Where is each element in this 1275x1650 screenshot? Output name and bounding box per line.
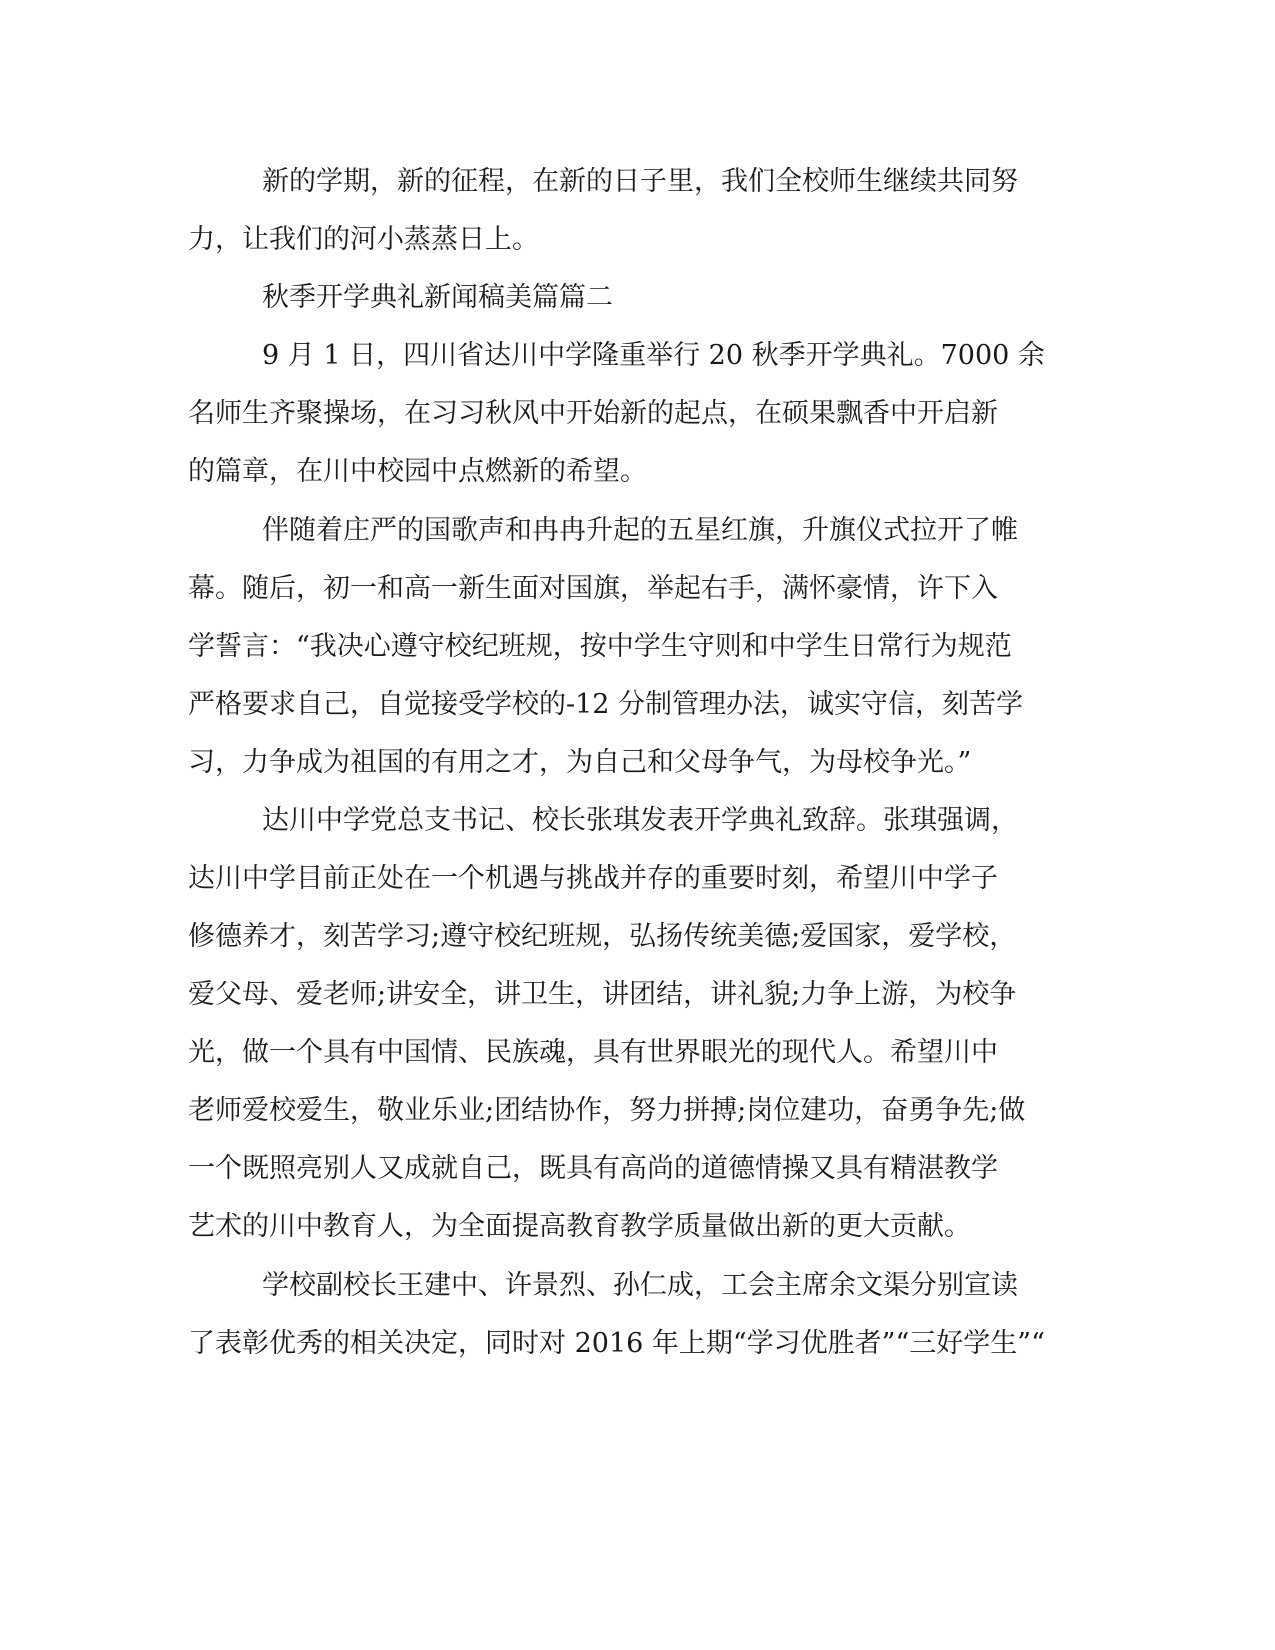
text-line: 伴随着庄严的国歌声和冉冉升起的五星红旗，升旗仪式拉开了帷	[262, 515, 1018, 546]
text-line: 的篇章，在川中校园中点燃新的希望。	[188, 456, 647, 487]
text-line: 严格要求自己，自觉接受学校的-12 分制管理办法，诚实守信，刻苦学	[188, 689, 1024, 720]
text-line: 力，让我们的河小蒸蒸日上。	[188, 224, 539, 255]
text-line: 新的学期，新的征程，在新的日子里，我们全校师生继续共同努	[262, 166, 1018, 197]
text-line: 达川中学目前正处在一个机遇与挑战并存的重要时刻，希望川中学子	[188, 863, 998, 894]
text-line: 老师爱校爱生，敬业乐业;团结协作，努力拼搏;岗位建功，奋勇争先;做	[188, 1095, 1026, 1126]
text-line: 达川中学党总支书记、校长张琪发表开学典礼致辞。张琪强调，	[262, 805, 1018, 836]
text-line: 9 月 1 日，四川省达川中学隆重举行 20 秋季开学典礼。7000 余	[262, 340, 1045, 371]
text-line: 了表彰优秀的相关决定，同时对 2016 年上期“学习优胜者”“三好学生”“	[188, 1328, 1045, 1359]
text-line: 学誓言：“我决心遵守校纪班规，按中学生守则和中学生日常行为规范	[188, 631, 1012, 662]
text-line: 名师生齐聚操场，在习习秋风中开始新的起点，在硕果飘香中开启新	[188, 398, 998, 429]
text-line: 爱父母、爱老师;讲安全，讲卫生，讲团结，讲礼貌;力争上游，为校争	[188, 979, 1017, 1010]
text-line: 习，力争成为祖国的有用之才，为自己和父母争气，为母校争光。”	[188, 747, 972, 778]
text-line: 光，做一个具有中国情、民族魂，具有世界眼光的现代人。希望川中	[188, 1037, 998, 1068]
text-line: 学校副校长王建中、许景烈、孙仁成，工会主席余文渠分别宣读	[262, 1270, 1018, 1301]
text-line: 一个既照亮别人又成就自己，既具有高尚的道德情操又具有精湛教学	[188, 1153, 998, 1184]
text-line: 幕。随后，初一和高一新生面对国旗，举起右手，满怀豪情，许下入	[188, 573, 998, 604]
text-line: 艺术的川中教育人，为全面提高教育教学质量做出新的更大贡献。	[188, 1211, 971, 1242]
section-heading: 秋季开学典礼新闻稿美篇篇二	[262, 282, 613, 313]
text-line: 修德养才，刻苦学习;遵守校纪班规，弘扬传统美德;爱国家，爱学校，	[188, 921, 1017, 952]
